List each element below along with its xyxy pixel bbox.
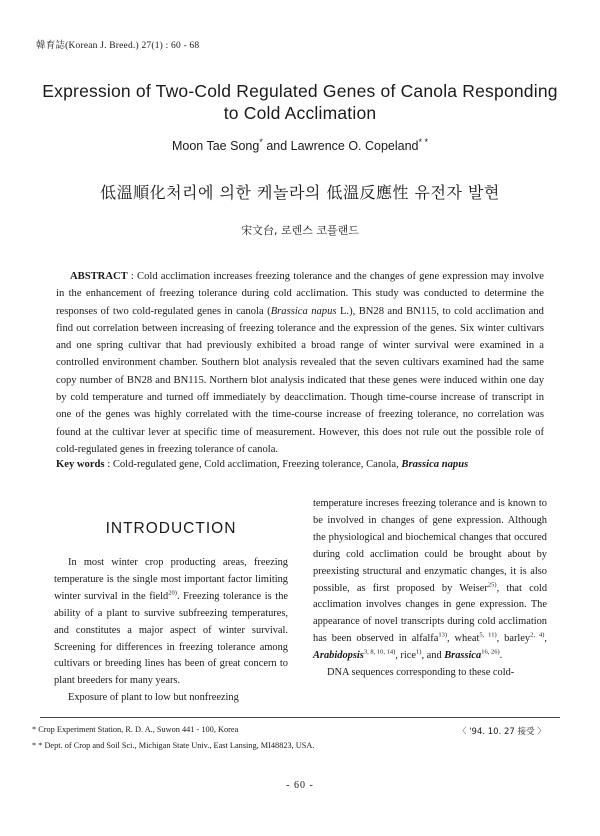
citation-ref: 13) — [438, 631, 447, 639]
intro-p2-text-g: , and — [421, 650, 445, 662]
keywords-text: Cold-regulated gene, Cold acclimation, Freezing tolerance, Canola, — [112, 459, 402, 470]
section-heading-introduction: INTRODUCTION — [105, 520, 237, 537]
paper-title-line-1: Expression of Two-Cold Regulated Genes of Canola Responding — [42, 81, 558, 101]
intro-p2-text-h: . — [499, 650, 503, 662]
abstract — [56, 268, 544, 458]
journal-citation: 韓育誌(Korean J. Breed.) 27(1) : 60 - 68 — [36, 41, 200, 51]
paper-title — [40, 80, 560, 124]
intro-p2-text-b: , that cold acclimation involves changes in gene expression. The appearance of novel transcripts during cold acclimation has been observed in alfalfa — [313, 582, 548, 645]
intro-paragraph-3: DNA sequences corresponding to these cold- — [327, 667, 515, 679]
intro-p2-text-a: temperature increses freezing tolerance and is known to be involved in changes of gene expression. Although the physiological and biochemical changes that occured during cold acclimation could be brought about by preexisting structural and enzymatic changes, it is also possible, as first proposed by Weiser — [313, 498, 547, 594]
abstract-separator: : — [127, 271, 138, 282]
species-brassica: Brassica — [444, 650, 482, 662]
paper-title-korean: 低溫順化처리에 의한 케놀라의 低溫反應性 유전자 발현 — [100, 183, 500, 202]
citation-ref: 3, 8, 10, 14) — [363, 648, 396, 656]
abstract-text-1: Cold acclimation increases freezing tolerance and the changes of gene expression may involve in the enhancement of freezing tolerance during cold acclimation. This study was conducted to determine the responses of two cold-regulated genes in canola ( — [56, 271, 545, 317]
author-1: Moon Tae Song — [171, 139, 260, 154]
intro-p2-text-e: , — [544, 633, 547, 645]
intro-p2-text-d: , barley — [496, 633, 531, 645]
intro-p2-text-f: , rice — [395, 650, 417, 662]
authors-english — [40, 137, 560, 153]
footnote-affiliation-2: * * Dept. of Crop and Soil Sci., Michigan State Univ., East Lansing, MI48823, USA. — [32, 741, 315, 750]
intro-paragraph-1 — [54, 555, 288, 690]
citation-ref: 5, 11) — [479, 631, 497, 639]
keywords — [56, 459, 544, 470]
received-date: 〈 '94. 10. 27 接受 〉 — [458, 727, 546, 737]
intro-p2-text-c: , wheat — [447, 633, 480, 645]
footnote-affiliation-1: * Crop Experiment Station, R. D. A., Suwon 441 - 100, Korea — [32, 725, 239, 734]
author-2: Lawrence O. Copeland — [290, 139, 419, 154]
keywords-label: Key words — [56, 459, 105, 470]
intro-p1-text-a: In most winter crop producting areas, freezing temperature is the single most important factor limiting winter survival in the field — [54, 557, 288, 602]
citation-ref: 16, 26) — [481, 648, 500, 656]
footnote-divider — [40, 717, 560, 718]
species-arabidopsis: Arabidopsis — [313, 650, 364, 662]
citation-ref: 25) — [487, 581, 497, 589]
right-column — [313, 496, 547, 682]
keywords-species: Brassica napus — [401, 459, 469, 470]
citation-ref: 20) — [168, 589, 177, 597]
intro-paragraph-2-continued — [313, 496, 547, 665]
abstract-species: Brassica napus — [270, 305, 337, 317]
authors-conjunction: and — [266, 139, 288, 154]
citation-ref: 1) — [416, 648, 422, 656]
left-column — [54, 496, 288, 707]
authors-korean: 宋文台, 로렌스 코플랜드 — [241, 224, 359, 237]
intro-p1-text-b: . Freezing tolerance is the ability of a plant to survive subfreezing temperatures, and constitutes a major aspect of winter survival. Screening for differences in freezing tolerance among cultivars or breeding lines has been of great concern to plant breeders for many years. — [54, 590, 288, 687]
author-1-mark: * — [259, 137, 263, 147]
intro-paragraph-2: Exposure of plant to low but nonfreezing — [68, 692, 239, 704]
citation-ref: 2, 4) — [530, 631, 545, 639]
abstract-label: ABSTRACT — [70, 271, 128, 282]
paper-title-line-2: to Cold Acclimation — [223, 103, 377, 123]
keywords-separator: : — [104, 459, 113, 470]
abstract-text-2: L.), BN28 and BN115, to cold acclimation and find out correlation between increasing of freezing tolerance and the expression of the genes. Six winter cultivars and one spring cultivar that had previously exhibited a broad range of winter survival were examined in a controlled environment chamber. Southern blot analysis revealed that the seven cultivars examined had the same copy number of BN28 and BN115. Northern blot analysis indicated that these genes were induced within one day by cold temperature and turned off immediately by deacclimation. Though time-course increase of transcript in one of the genes was highly correlated with the time-course increase of freezing tolerance, no correlation was found at the cultivar lever at specific time of measurement. However, this does not rule out the possible role of cold-regulated genes in freezing tolerance of canola. — [56, 305, 544, 455]
author-2-mark: * * — [418, 137, 429, 147]
page-number: - 60 - — [286, 780, 314, 791]
